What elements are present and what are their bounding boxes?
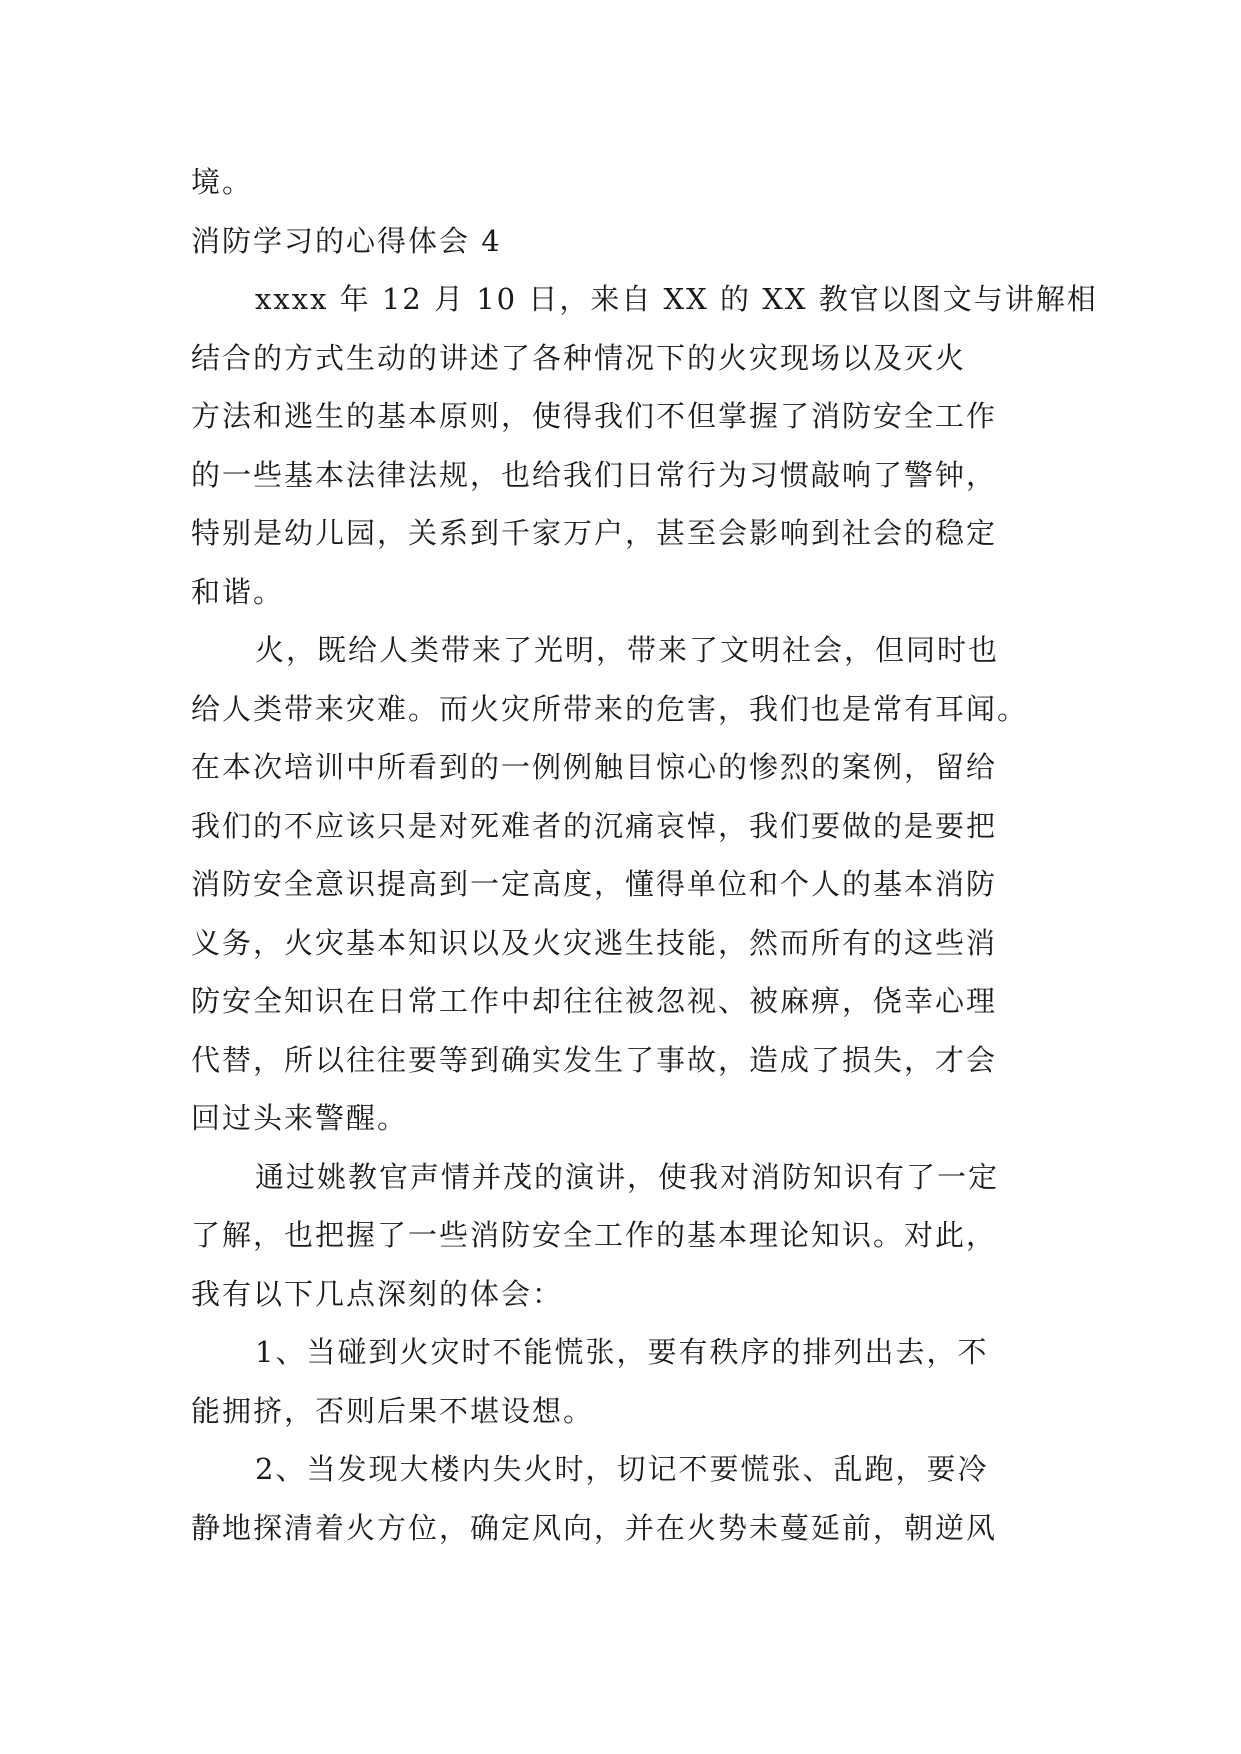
- section-title: 消防学习的心得体会 4: [191, 223, 502, 258]
- text-line: 代替，所以往往要等到确实发生了事故，造成了损失，才会: [191, 1042, 998, 1077]
- text-line: 防安全知识在日常工作中却往往被忽视、被麻痹，侥幸心理: [191, 984, 998, 1018]
- text-line: 在本次培训中所看到的一例例触目惊心的惨烈的案例，留给: [191, 750, 998, 784]
- text-line: 静地探清着火方位，确定风向，并在火势未蔓延前，朝逆风: [191, 1510, 998, 1545]
- text-line: 特别是幼儿园，关系到千家万户，甚至会影响到社会的稳定: [191, 516, 998, 550]
- text-line: 我有以下几点深刻的体会：: [191, 1276, 564, 1311]
- text-line: 能拥挤，否则后果不堪设想。: [191, 1393, 595, 1428]
- text-line: xxxx 年 12 月 10 日，来自 XX 的 XX 教官以图文与讲解相: [255, 282, 1098, 316]
- text-line: 义务，火灾基本知识以及火灾逃生技能，然而所有的这些消: [191, 925, 998, 960]
- text-line: 我们的不应该只是对死难者的沉痛哀悼，我们要做的是要把: [191, 808, 998, 843]
- body-text: [191, 153, 1098, 1557]
- text-line: 结合的方式生动的讲述了各种情况下的火灾现场以及灭火: [191, 340, 967, 375]
- text-line: 回过头来警醒。: [191, 1101, 409, 1135]
- text-line: 的一些基本法律法规，也给我们日常行为习惯敲响了警钟，: [191, 457, 998, 492]
- text-line: 通过姚教官声情并茂的演讲，使我对消防知识有了一定: [255, 1159, 1000, 1194]
- text-line: 了解，也把握了一些消防安全工作的基本理论知识。对此，: [191, 1218, 998, 1252]
- text-line: 方法和逃生的基本原则，使得我们不但掌握了消防安全工作: [191, 399, 998, 433]
- text-line: 和谐。: [191, 574, 285, 609]
- text-line: 1、当碰到火灾时不能慌张，要有秩序的排列出去，不: [255, 1335, 989, 1369]
- text-line: 火，既给人类带来了光明，带来了文明社会，但同时也: [255, 633, 1000, 667]
- text-line: 给人类带来灾难。而火灾所带来的危害，我们也是常有耳闻。: [191, 691, 1029, 726]
- text-line: 2、当发现大楼内失火时，切记不要慌张、乱跑，要冷: [255, 1452, 989, 1486]
- text-line: 境。: [191, 165, 254, 199]
- text-line: 消防安全意识提高到一定高度，懂得单位和个人的基本消防: [191, 867, 998, 901]
